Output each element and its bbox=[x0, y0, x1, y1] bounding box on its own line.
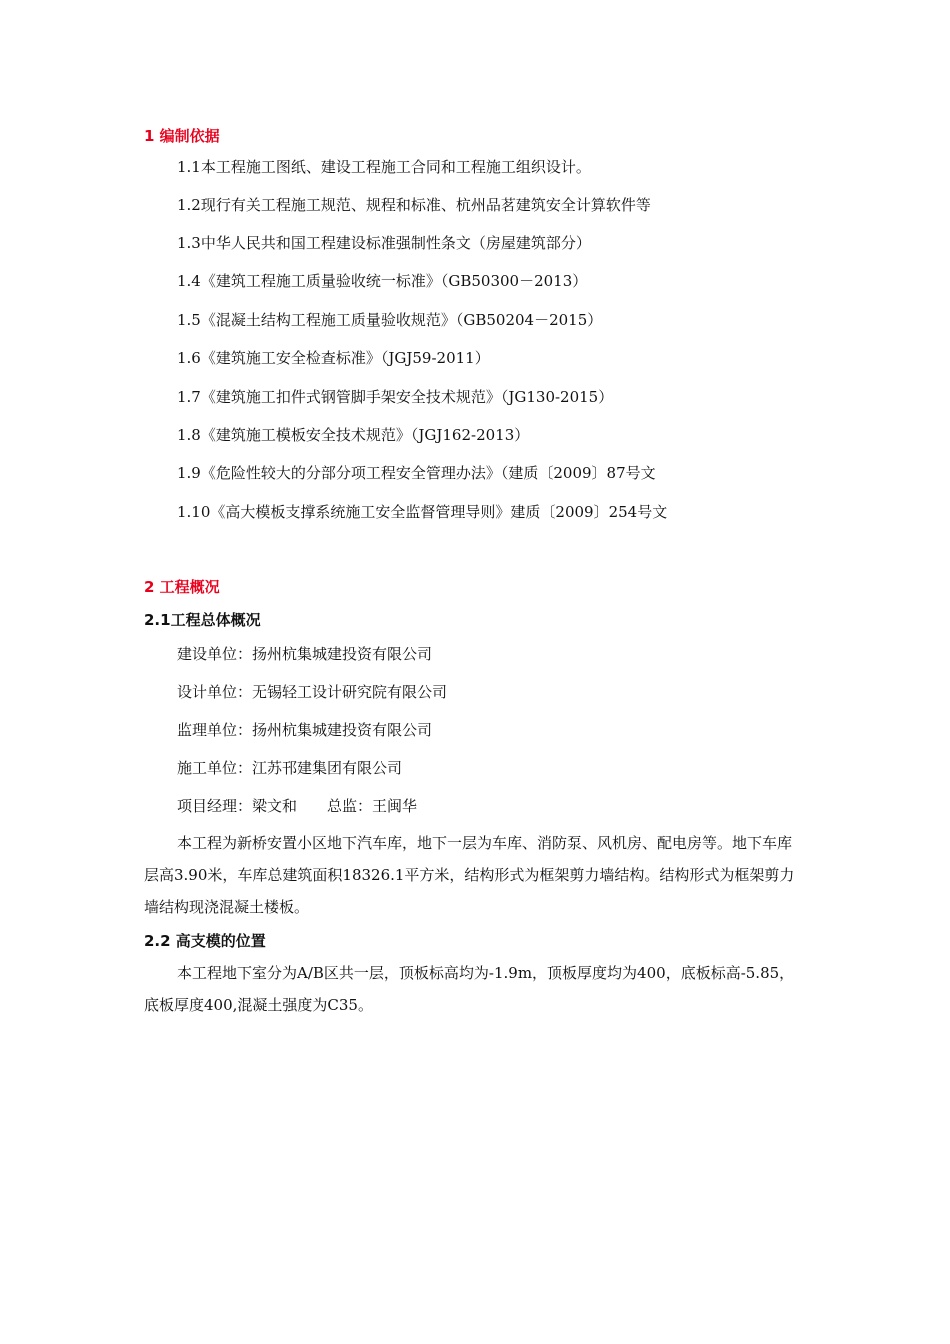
basis-item-3: 1.3中华人民共和国工程建设标准强制性条文（房屋建筑部分） bbox=[177, 234, 591, 252]
basis-item-10: 1.10《高大模板支撑系统施工安全监督管理导则》建质〔2009〕254号文 bbox=[177, 503, 668, 521]
supervision-unit-line: 监理单位：扬州杭集城建投资有限公司 bbox=[177, 721, 433, 739]
basis-item-8: 1.8《建筑施工模板安全技术规范》（JGJ162-2013） bbox=[177, 426, 530, 444]
basis-item-6: 1.6《建筑施工安全检查标准》（JGJ59-2011） bbox=[177, 349, 490, 367]
basis-item-1: 1.1本工程施工图纸、建设工程施工合同和工程施工组织设计。 bbox=[177, 158, 591, 176]
section-2-2-heading: 2.2 高支模的位置 bbox=[144, 932, 266, 950]
construction-unit-line: 建设单位：扬州杭集城建投资有限公司 bbox=[177, 645, 433, 663]
basis-item-2: 1.2现行有关工程施工规范、规程和标准、杭州品茗建筑安全计算软件等 bbox=[177, 196, 651, 214]
section-2-1-heading: 2.1工程总体概况 bbox=[144, 611, 261, 629]
basis-item-4: 1.4《建筑工程施工质量验收统一标准》（GB50300－2013） bbox=[177, 272, 588, 290]
section-1-heading: 1 编制依据 bbox=[144, 127, 220, 145]
section-2-heading: 2 工程概况 bbox=[144, 578, 220, 596]
contractor-unit-line: 施工单位：江苏邗建集团有限公司 bbox=[177, 759, 403, 777]
basis-item-5: 1.5《混凝土结构工程施工质量验收规范》（GB50204－2015） bbox=[177, 311, 603, 329]
formwork-location-paragraph: 本工程地下室分为A/B区共一层，顶板标高均为-1.9m，顶板厚度均为400，底板标高-5.85，底板厚度400,混凝土强度为C35。 bbox=[144, 964, 795, 1014]
basis-item-7: 1.7《建筑施工扣件式钢管脚手架安全技术规范》（JG130-2015） bbox=[177, 388, 614, 406]
design-unit-line: 设计单位：无锡轻工设计研究院有限公司 bbox=[177, 683, 448, 701]
basis-item-9: 1.9《危险性较大的分部分项工程安全管理办法》（建质〔2009〕87号文 bbox=[177, 464, 656, 482]
project-overview-paragraph: 本工程为新桥安置小区地下汽车库，地下一层为车库、消防泵、风机房、配电房等。地下车库层高3.90米，车库总建筑面积18326.1平方米，结构形式为框架剪力墙结构。结构形式为框架剪力墙结构现浇混凝土楼板。 bbox=[144, 834, 795, 916]
project-manager-line: 项目经理：梁文和 总监：王闽华 bbox=[177, 797, 418, 815]
